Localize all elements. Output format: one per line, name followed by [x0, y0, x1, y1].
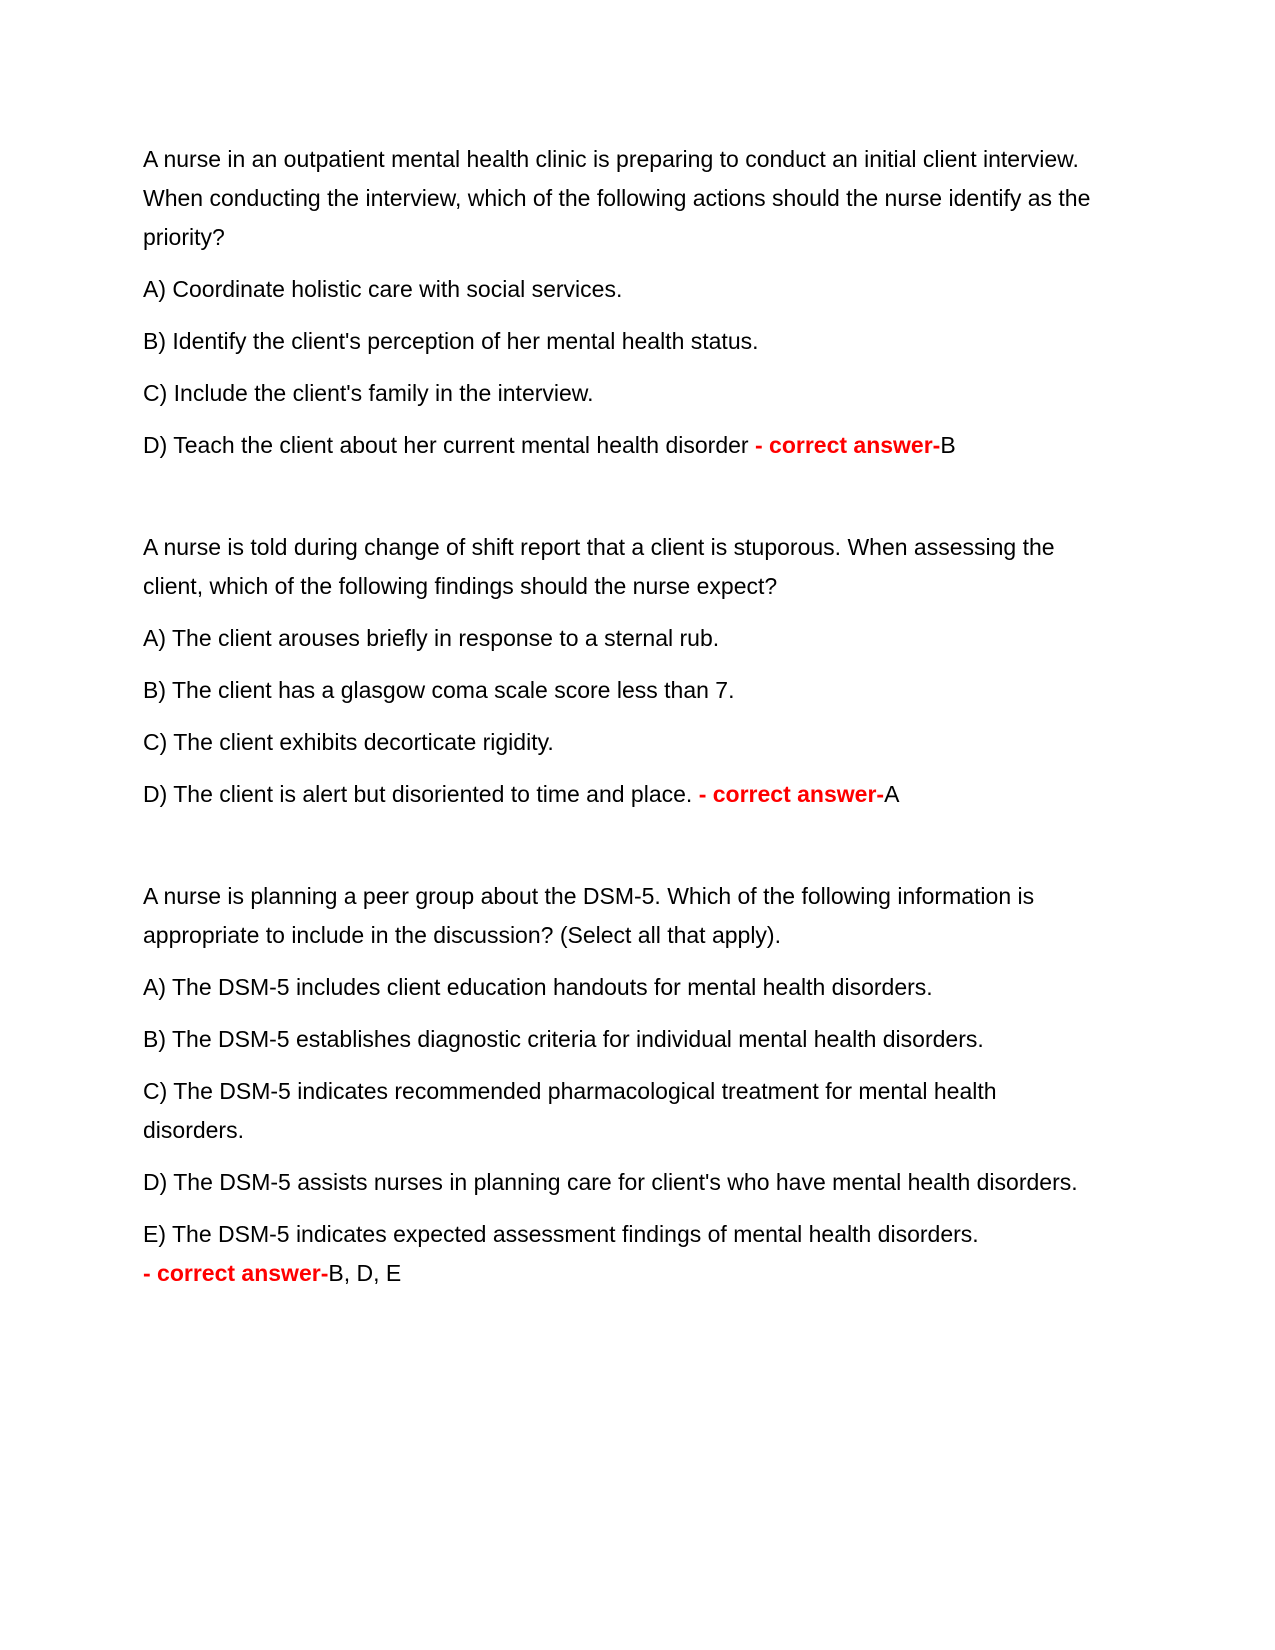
option-text: B) The client has a glasgow coma scale score less than 7.	[143, 677, 735, 703]
answer-option-d	[143, 426, 1093, 465]
option-text: E) The DSM-5 indicates expected assessment findings of mental health disorders.	[143, 1221, 979, 1247]
answer-option-e	[143, 1215, 1093, 1293]
answer-option-b	[143, 671, 1093, 710]
answer-option-c	[143, 374, 1093, 413]
correct-answer	[755, 432, 956, 458]
answer-option-a	[143, 619, 1093, 658]
option-text: A) The DSM-5 includes client education handouts for mental health disorders.	[143, 974, 933, 1000]
answer-option-d	[143, 775, 1093, 814]
option-text: A) Coordinate holistic care with social services.	[143, 276, 623, 302]
option-text: C) Include the client's family in the interview.	[143, 380, 594, 406]
option-text: B) Identify the client's perception of her mental health status.	[143, 328, 759, 354]
answer-option-a	[143, 968, 1093, 1007]
option-text: C) The DSM-5 indicates recommended pharmacological treatment for mental health disorders.	[143, 1078, 997, 1143]
option-text: D) The client is alert but disoriented to time and place.	[143, 781, 699, 807]
correct-answer	[143, 1260, 401, 1286]
correct-answer-marker: - correct answer-	[698, 781, 885, 807]
correct-answer-value: A	[884, 781, 900, 807]
answer-option-d	[143, 1163, 1093, 1202]
option-text: A) The client arouses briefly in response to a sternal rub.	[143, 625, 720, 651]
answer-option-c	[143, 723, 1093, 762]
option-text: B) The DSM-5 establishes diagnostic criteria for individual mental health disorders.	[143, 1026, 984, 1052]
answer-option-c	[143, 1072, 1093, 1150]
question-stem: A nurse is planning a peer group about the DSM-5. Which of the following information is appropriate to include in the discussion? (Select all that apply).	[143, 883, 1035, 948]
correct-answer-value: B	[940, 432, 956, 458]
question-block-2	[143, 528, 1093, 814]
question-stem: A nurse is told during change of shift report that a client is stuporous. When assessing the client, which of the following findings should the nurse expect?	[143, 534, 1055, 599]
question-block-1	[143, 140, 1093, 465]
correct-answer-marker: - correct answer-	[143, 1260, 329, 1286]
answer-option-b	[143, 1020, 1093, 1059]
answer-option-b	[143, 322, 1093, 361]
correct-answer	[699, 781, 900, 807]
option-text: C) The client exhibits decorticate rigidity.	[143, 729, 554, 755]
question-stem: A nurse in an outpatient mental health clinic is preparing to conduct an initial client interview. When conducting the interview, which of the following actions should the nurse identify as the priority?	[143, 146, 1091, 250]
answer-option-a	[143, 270, 1093, 309]
correct-answer-value: B, D, E	[328, 1260, 402, 1286]
correct-answer-marker: - correct answer-	[754, 432, 941, 458]
option-text: D) The DSM-5 assists nurses in planning care for client's who have mental health disorders.	[143, 1169, 1078, 1195]
question-block-3	[143, 877, 1093, 1293]
option-text: D) Teach the client about her current mental health disorder	[143, 432, 755, 458]
